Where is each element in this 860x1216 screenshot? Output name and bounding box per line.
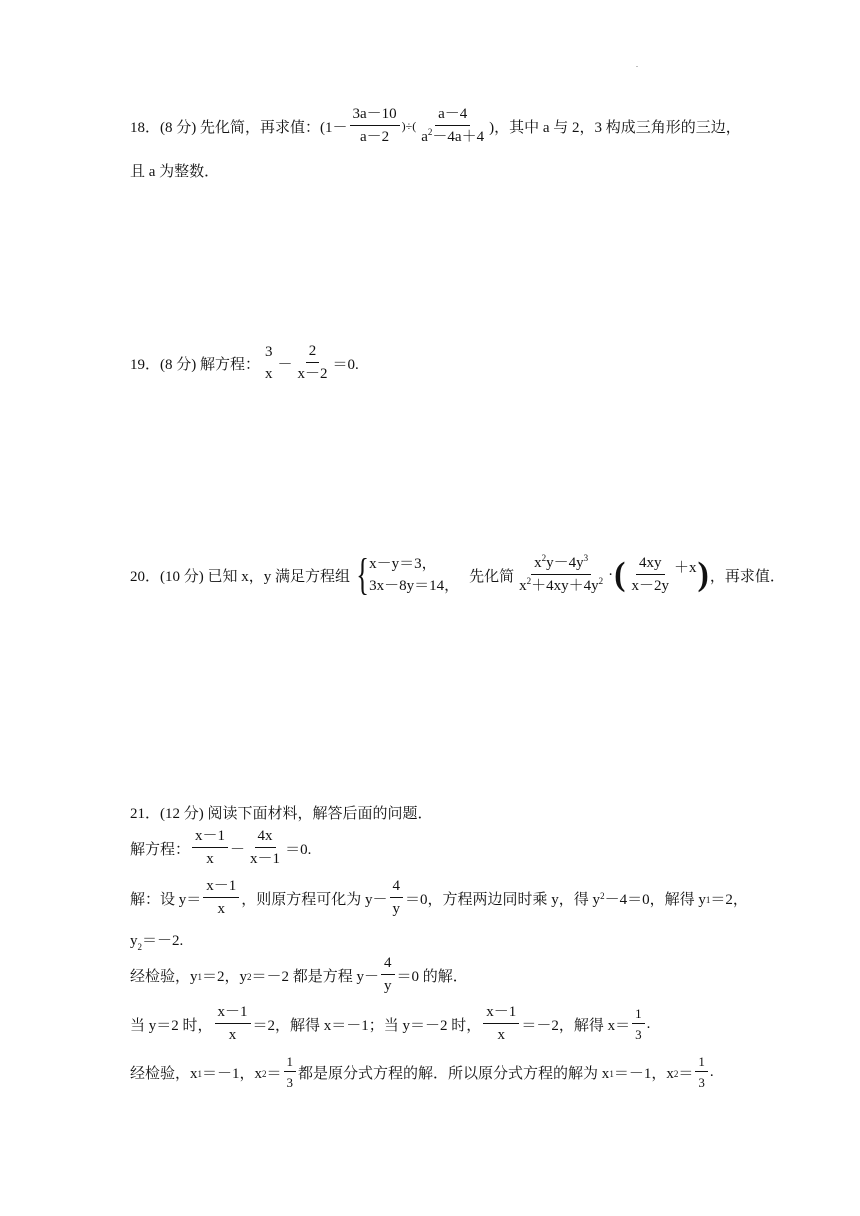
q21-when-fraction-1: $\frac{x-1}{x}$ bbox=[215, 1005, 251, 1043]
system-eq-1: x－y＝3， bbox=[369, 556, 437, 572]
q18-fraction-1: $\frac{3a-10}{a-2}$ bbox=[350, 107, 400, 145]
q21-solution-line-2: $y_2=-2$. bbox=[130, 933, 184, 952]
q20-prefix: 20．(10 分) 已知 x，y 满足方程组 bbox=[130, 568, 350, 585]
q21-sol-fraction-2: $\frac{4}{y}$ bbox=[390, 879, 404, 917]
q18-mid: )÷( bbox=[401, 118, 417, 133]
system-eq-2: 3x－8y＝14， bbox=[369, 578, 460, 594]
q21-eq-end: ＝0. bbox=[285, 841, 312, 858]
q21-when-fraction-2: $\frac{x-1}{x}$ bbox=[483, 1005, 519, 1043]
q19-fraction-2: $\frac{2}{x-2}$ bbox=[297, 343, 328, 382]
q20-dot: · bbox=[608, 566, 614, 583]
question-18 bbox=[130, 107, 741, 145]
question-19 bbox=[130, 344, 359, 382]
q21-check-line: 经检验，y $_1$ ＝2，y $_2$ ＝－2 都是方程 y－ $\frac{4}{y}$ ＝0 的解． bbox=[130, 955, 468, 994]
q20-suffix: ，再求值． bbox=[709, 568, 785, 585]
q21-equation bbox=[130, 829, 311, 867]
q18-prefix: 18．(8 分) 先化简，再求值：(1－ bbox=[130, 119, 348, 136]
q21-eq-label: 解方程： bbox=[130, 841, 191, 858]
q19-prefix: 19．(8 分) 解方程： bbox=[130, 356, 260, 373]
q21-title: 21．(12 分) 阅读下面材料，解答后面的问题． bbox=[130, 806, 433, 822]
q20-fraction-main: $\frac{x^2y-4y^3}{x^2+4xy+4y^2}$ bbox=[519, 553, 604, 594]
q21-check-fraction: $\frac{4}{y}$ bbox=[381, 956, 395, 994]
left-paren-icon: ( bbox=[614, 556, 626, 593]
q21-final-line: 经检验，x $_1$ ＝－1，x $_2$ ＝ $\frac{1}{3}$ 都是原分式方程的解．所以原分式方程的解为 x $_1$ ＝－1，x $_2$ ＝ $\frac{1}{3}$ . bbox=[130, 1054, 714, 1090]
right-paren-icon: ) bbox=[697, 556, 709, 593]
header-mark: . bbox=[636, 60, 638, 69]
q21-solution-line-1: 解：设 y＝ $\frac{x-1}{x}$ ，则原方程可化为 y－ $\frac{4}{y}$ ＝0，方程两边同时乘 y，得 y $^2$ －4＝0，解得 y $_1$ ＝2， bbox=[130, 878, 748, 917]
q20-mid: 先化简 bbox=[469, 568, 515, 585]
q21-eq-fraction-1: $\frac{x-1}{x}$ bbox=[192, 829, 228, 867]
q21-final-fraction-1: $\frac{1}{3}$ bbox=[284, 1055, 297, 1089]
q20-fraction-inner: $\frac{4xy}{x-2y}$ bbox=[631, 555, 670, 594]
q18-line-2: 且 a 为整数． bbox=[130, 164, 220, 180]
q19-suffix: ＝0. bbox=[332, 356, 359, 373]
q19-fraction-1: 3 x bbox=[265, 343, 273, 382]
q21-eq-minus: － bbox=[230, 841, 246, 858]
equation-system bbox=[352, 550, 460, 599]
q21-eq-fraction-2: $\frac{4x}{x-1}$ bbox=[250, 828, 281, 867]
q20-inner-plus: ＋x bbox=[674, 559, 697, 576]
brace-icon: { bbox=[356, 550, 369, 599]
question-20 bbox=[130, 550, 785, 599]
q21-final-fraction-2: $\frac{1}{3}$ bbox=[695, 1055, 708, 1089]
q18-fraction-2: $\frac{a-4}{a^2-4a+4}$ bbox=[421, 106, 485, 145]
q21-sol-fraction-1: $\frac{x-1}{x}$ bbox=[203, 879, 239, 917]
q19-minus: － bbox=[277, 356, 293, 373]
q18-suffix: )，其中 a 与 2，3 构成三角形的三边， bbox=[489, 119, 741, 136]
q21-when-line: 当 y＝2 时， $\frac{x-1}{x}$ ＝2，解得 x＝－1；当 y＝－2 时， $\frac{x-1}{x}$ ＝－2，解得 x＝ $\frac{1}{3}$ . bbox=[130, 1004, 651, 1043]
q21-when-fraction-3: $\frac{1}{3}$ bbox=[632, 1007, 645, 1041]
